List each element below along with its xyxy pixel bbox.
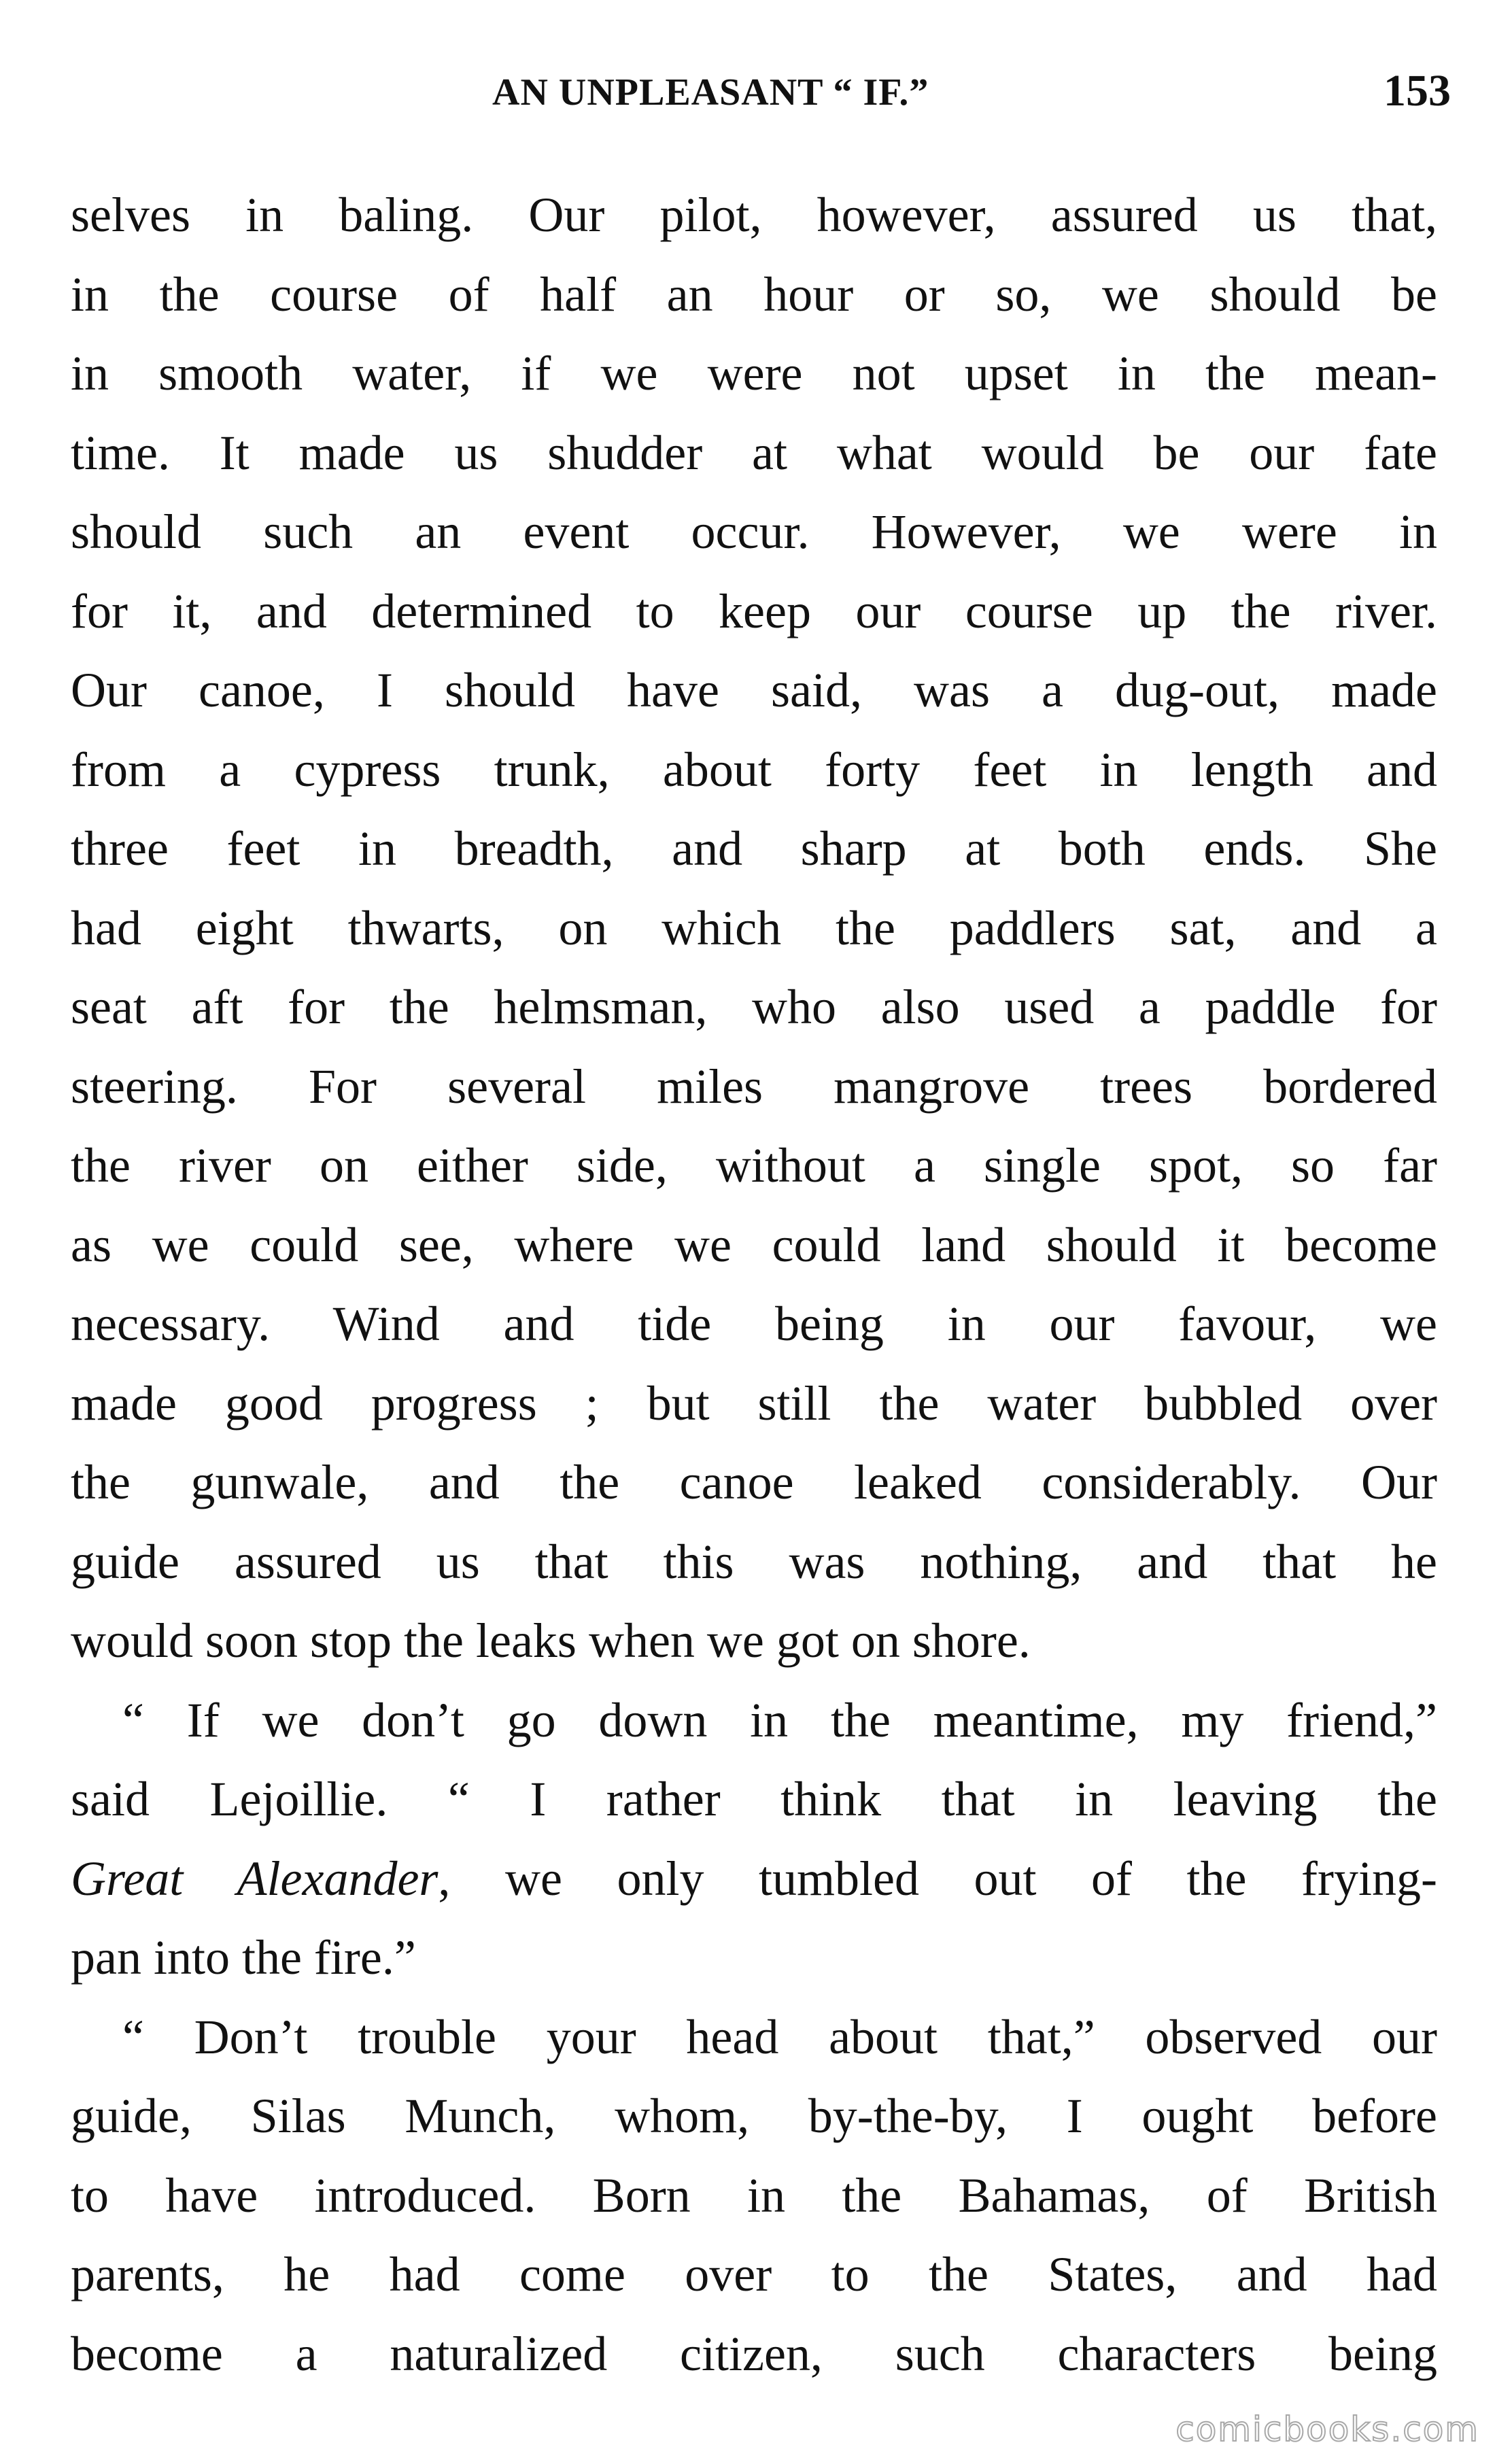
text-line: become a naturalized citizen, such characters being [71,2326,1437,2381]
text-line: three feet in breadth, and sharp at both ends. She [71,821,1437,876]
text-line: for it, and determined to keep our course up the river. [71,583,1437,638]
text-line: as we could see, where we could land should it become [71,1217,1437,1272]
text-line: “ Don’t trouble your head about that,” observed our [122,2009,1437,2064]
text-line: in smooth water, if we were not upset in the mean- [71,346,1437,400]
text-line: time. It made us shudder at what would be our fate [71,425,1437,480]
text-line: from a cypress trunk, about forty feet in length and [71,742,1437,797]
text-line: pan into the fire.” [71,1930,416,1985]
text-line: necessary. Wind and tide being in our favour, we [71,1297,1437,1351]
text-line: Our canoe, I should have said, was a dug-out, made [71,663,1437,717]
page-number: 153 [1384,66,1451,116]
text-line: selves in baling. Our pilot, however, assured us that, [71,188,1437,242]
text-line: guide, Silas Munch, whom, by-the-by, I ought before [71,2089,1437,2143]
watermark-logo: comicbooks.com [1175,2410,1479,2449]
text-line: guide assured us that this was nothing, and that he [71,1534,1437,1589]
italic-title: Great Alexander [71,1851,439,1906]
text-line: seat aft for the helmsman, who also used a paddle for [71,980,1437,1034]
text-line: the river on either side, without a single spot, so far [71,1138,1437,1193]
text-line: “ If we don’t go down in the meantime, my friend,” [122,1692,1437,1747]
text-line: said Lejoillie. “ I rather think that in leaving the [71,1772,1437,1826]
text-line: made good progress ; but still the water bubbled over [71,1375,1437,1431]
text-line: steering. For several miles mangrove trees bordered [71,1059,1437,1114]
text-line: in the course of half an hour or so, we should be [71,267,1437,322]
text-line: had eight thwarts, on which the paddlers sat, and a [71,900,1437,955]
text-line: Great Alexander, we only tumbled out of the frying- [71,1851,1437,1906]
text-line: parents, he had come over to the States, and had [71,2247,1437,2302]
text-line: the gunwale, and the canoe leaked considerably. Our [71,1455,1437,1509]
body-text [71,175,1437,2393]
running-title: AN UNPLEASANT “ IF.” [492,71,929,114]
text-line: would soon stop the leaks when we got on shore. [71,1613,1031,1668]
text-line: should such an event occur. However, we were in [71,504,1437,559]
text-line: to have introduced. Born in the Bahamas, of British [71,2168,1437,2223]
